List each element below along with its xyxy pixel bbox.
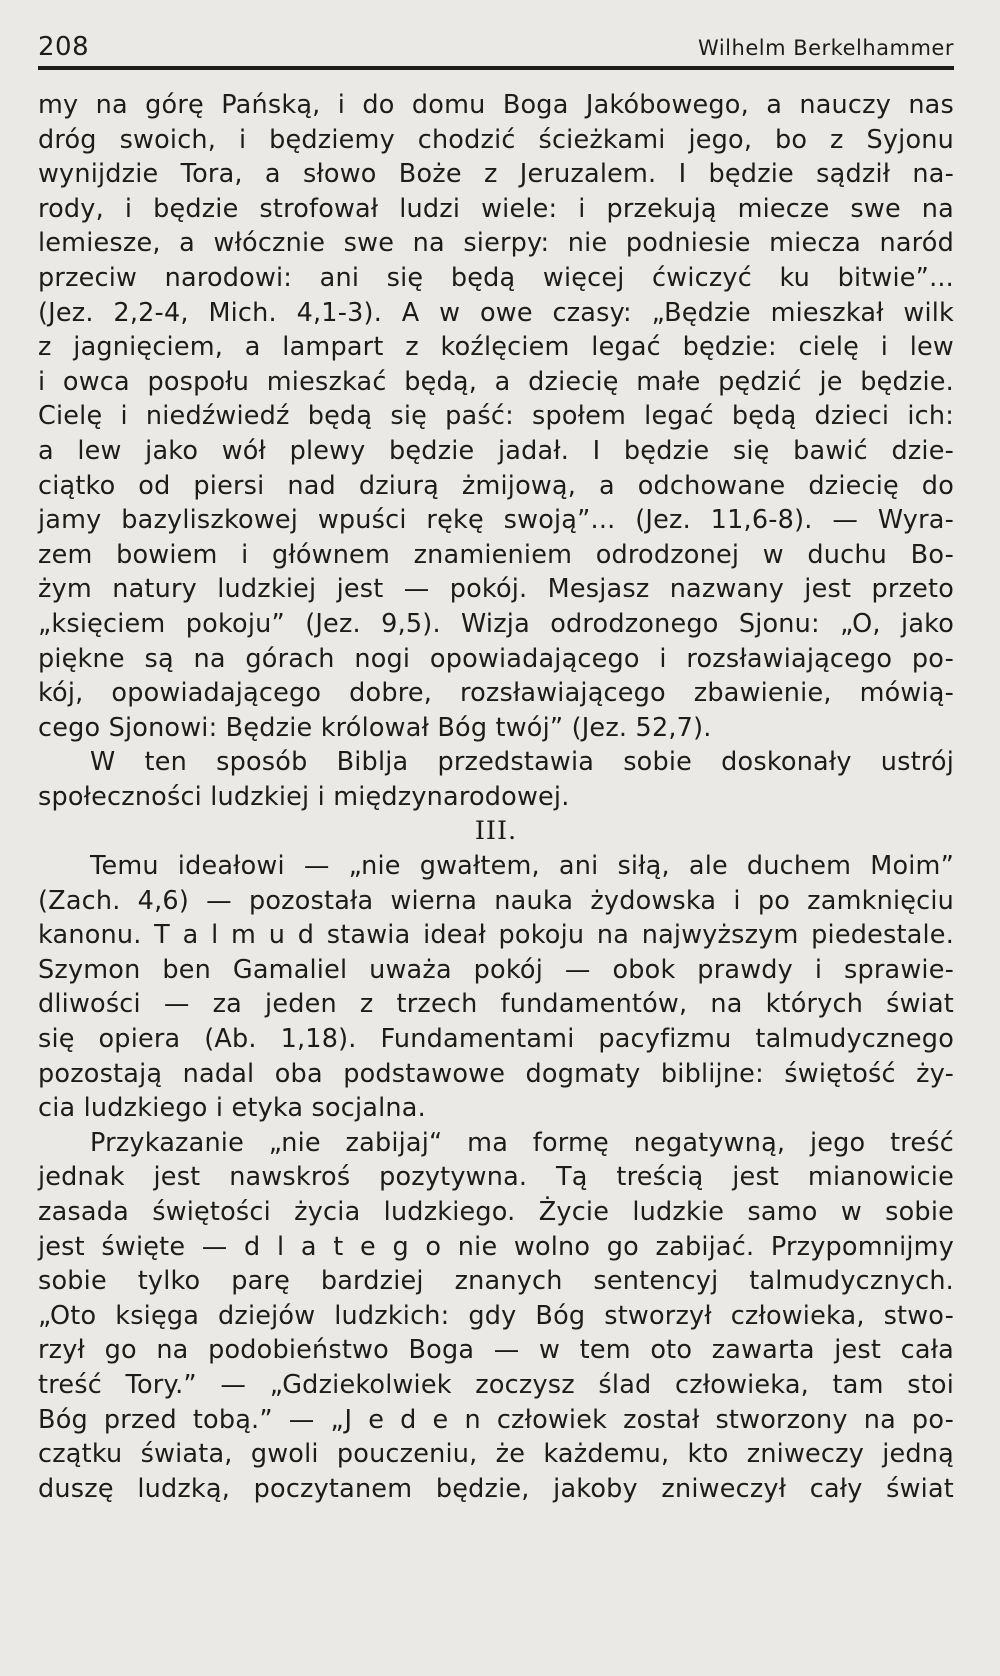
text-line: duszę ludzką, poczytanem będzie, jakoby zniweczył cały świat xyxy=(38,1473,954,1504)
text-line: pozostają nadal oba podstawowe dogmaty biblijne: świętość ży- xyxy=(38,1058,954,1089)
text-line: sobie tylko parę bardziej znanych sentencyj talmudycznych. xyxy=(38,1266,954,1297)
text-line: „Oto księga dziejów ludzkich: gdy Bóg stworzył człowieka, stwo- xyxy=(38,1300,954,1331)
text-line: rzył go na podobieństwo Boga — w tem oto zawarta jest cała xyxy=(38,1335,954,1366)
text-line: kanonu. T a l m u d stawia ideał pokoju na najwyższym piedestale. xyxy=(38,920,954,951)
text-line: piękne są na górach nogi opowiadającego i rozsławiającego po- xyxy=(38,643,954,674)
text-line: jest święte — d l a t e g o nie wolno go zabijać. Przypomnijmy xyxy=(38,1231,954,1262)
text-line: żym natury ludzkiej jest — pokój. Mesjasz nazwany jest przeto xyxy=(38,574,954,605)
text-line: (Zach. 4,6) — pozostała wierna nauka żydowska i po zamknięciu xyxy=(38,885,954,916)
text-line: i owca pospołu mieszkać będą, a dziecię małe pędzić je będzie. xyxy=(38,366,954,397)
text-line: dliwości — za jeden z trzech fundamentów, na których świat xyxy=(38,989,954,1020)
text-line: jednak jest nawskroś pozytywna. Tą treścią jest mianowicie xyxy=(38,1162,954,1193)
text-line: W ten sposób Biblja przedstawia sobie doskonały ustrój xyxy=(90,747,954,778)
text-line: Cielę i niedźwiedź będą się paść: społem legać będą dzieci ich: xyxy=(38,401,954,432)
running-head: Wilhelm Berkelhammer xyxy=(698,36,954,60)
section-heading: III. xyxy=(474,816,518,847)
text-line: (Jez. 2,2-4, Mich. 4,1-3). A w owe czasy: „Będzie mieszkał wilk xyxy=(38,297,954,328)
header-rule xyxy=(38,66,954,70)
text-line: rody, i będzie strofował ludzi wiele: i przekują miecze swe na xyxy=(38,193,954,224)
text-line: Szymon ben Gamaliel uważa pokój — obok prawdy i sprawie- xyxy=(38,954,954,985)
text-line: czątku świata, gwoli pouczeniu, że każdemu, kto zniweczy jedną xyxy=(38,1439,954,1470)
text-line: Przykazanie „nie zabijaj“ ma formę negatywną, jego treść xyxy=(90,1127,954,1158)
text-line: się opiera (Ab. 1,18). Fundamentami pacyfizmu talmudycznego xyxy=(38,1024,954,1055)
text-line: kój, opowiadającego dobre, rozsławiającego zbawienie, mówią- xyxy=(38,678,954,709)
text-line: zasada świętości życia ludzkiego. Życie ludzkie samo w sobie xyxy=(38,1197,954,1227)
text-line: społeczności ludzkiej i międzynarodowej. xyxy=(38,781,570,812)
text-line: „księciem pokoju” (Jez. 9,5). Wizja odrodzonego Sjonu: „O, jako xyxy=(38,608,954,639)
text-line: dróg swoich, i będziemy chodzić ścieżkami jego, bo z Syjonu xyxy=(38,124,954,155)
text-line: cia ludzkiego i etyka socjalna. xyxy=(38,1093,426,1124)
text-line: zem bowiem i głównem znamieniem odrodzonej w duchu Bo- xyxy=(38,539,954,570)
text-line: z jagnięciem, a lampart z koźlęciem legać będzie: cielę i lew xyxy=(38,332,954,363)
text-line: jamy bazyliszkowej wpuści rękę swoją”... (Jez. 11,6-8). — Wyra- xyxy=(38,505,954,536)
text-line: ciątko od piersi nad dziurą żmijową, a odchowane dziecię do xyxy=(38,470,954,501)
text-line: lemiesze, a włócznie swe na sierpy: nie podniesie miecza naród xyxy=(38,228,954,259)
text-line: Bóg przed tobą.” — „J e d e n człowiek został stworzony na po- xyxy=(38,1404,954,1435)
text-line: treść Tory.” — „Gdziekolwiek zoczysz ślad człowieka, tam stoi xyxy=(38,1369,954,1400)
text-line: a lew jako wół plewy będzie jadał. I będzie się bawić dzie- xyxy=(38,435,954,466)
page-number: 208 xyxy=(38,32,90,62)
text-line: cego Sjonowi: Będzie królował Bóg twój” (Jez. 52,7). xyxy=(38,712,712,743)
text-line: wynijdzie Tora, a słowo Boże z Jeruzalem. I będzie sądził na- xyxy=(38,159,954,190)
page-header xyxy=(38,30,954,66)
text-line: przeciw narodowi: ani się będą więcej ćwiczyć ku bitwie”... xyxy=(38,262,954,293)
body-text xyxy=(38,88,954,1506)
text-line: Temu ideałowi — „nie gwałtem, ani siłą, ale duchem Moim” xyxy=(90,851,954,882)
text-line: my na górę Pańską, i do domu Boga Jakóbowego, a nauczy nas xyxy=(38,90,954,120)
